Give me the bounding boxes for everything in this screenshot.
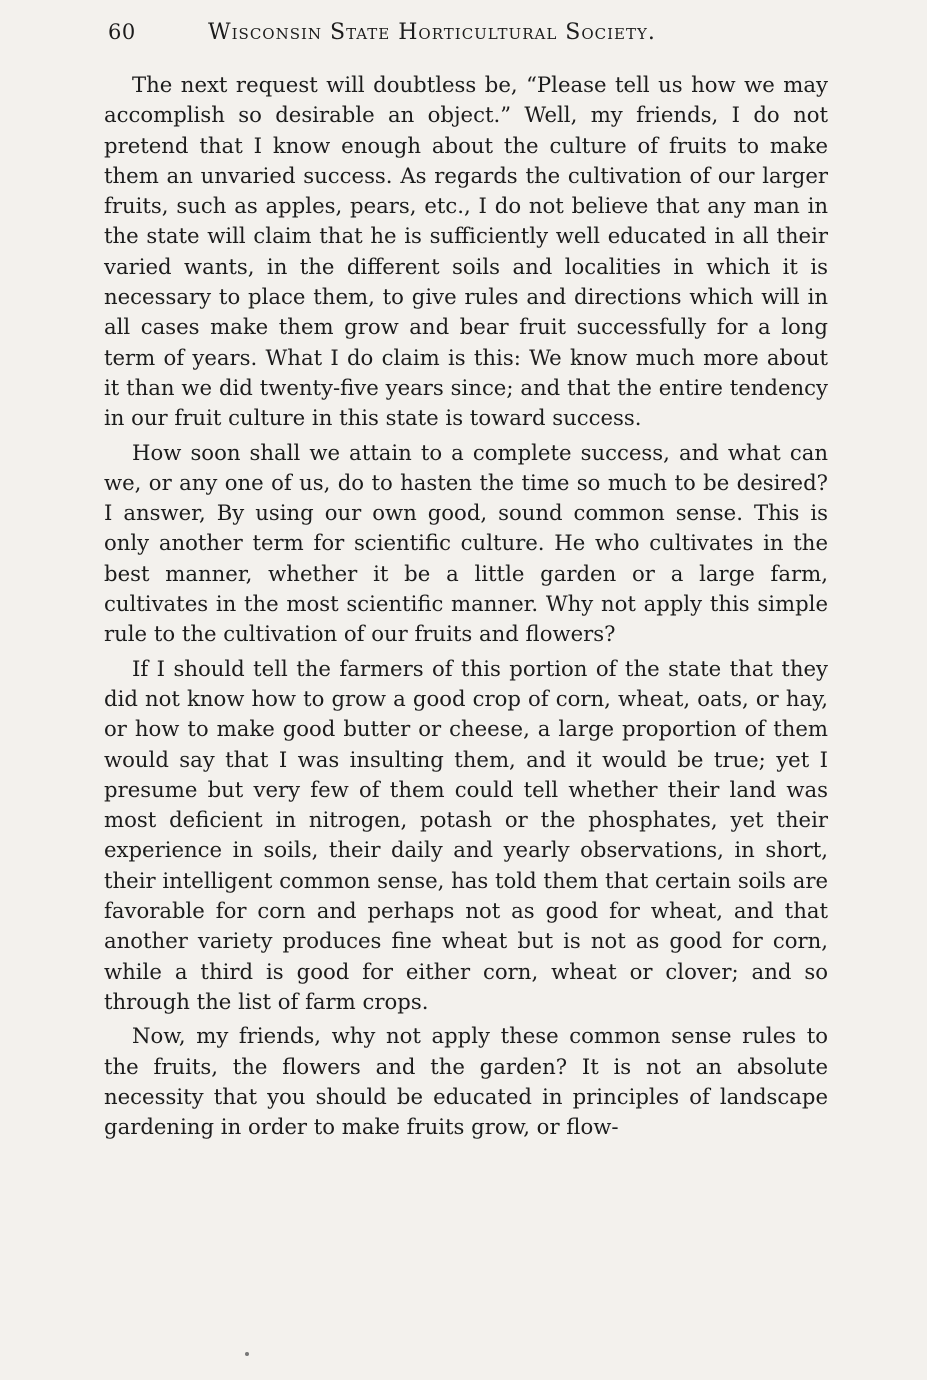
paragraph: If I should tell the farmers of this portion of the state that they did not know how to grow a good crop of corn, wheat, oats, or hay, or how to make good butter or cheese, a large proportion of them would say that I was insulting them, and it would be true; yet I presume but very few of them could tell whether their land was most deficient in nitrogen, potash or the phosphates, yet their experience in soils, their daily and yearly observations, in short, their intelligent common sense, has told them that certain soils are favorable for corn and perhaps not as good for wheat, and that another variety produces fine wheat but is not as good for corn, while a third is good for either corn, wheat or clover; and so through the list of farm crops. <box>104 655 828 1014</box>
paragraph: How soon shall we attain to a complete success, and what can we, or any one of us, do to hasten the time so much to be desired? I answer, By using our own good, sound common sense. This is only another term for scientific culture. He who cultivates in the best manner, whether it be a little garden or a large farm, cultivates in the most scientific manner. Why not apply this simple rule to the cultivation of our fruits and flowers? <box>104 439 828 647</box>
page-header <box>108 20 828 56</box>
paragraph: Now, my friends, why not apply these common sense rules to the fruits, the flowers and the garden? It is not an absolute necessity that you should be educated in principles of landscape gardening in order to make fruits grow, or flow- <box>104 1023 828 1140</box>
print-speck <box>245 1352 249 1356</box>
page-number: 60 <box>108 20 136 44</box>
body-text <box>104 70 828 1142</box>
running-title: Wisconsin State Horticultural Society. <box>208 20 656 45</box>
paragraph: The next request will doubtless be, “Please tell us how we may accomplish so desirable an object.” Well, my friends, I do not pretend that I know enough about the culture of fruits to make them an unvaried success. As regards the cultivation of our larger fruits, such as apples, pears, etc., I do not believe that any man in the state will claim that he is sufficiently well educated in all their varied wants, in the different soils and localities in which it is necessary to place them, to give rules and directions which will in all cases make them grow and bear fruit successfully for a long term of years. What I do claim is this: We know much more about it than we did twenty-five years since; and that the entire tendency in our fruit culture in this state is toward success. <box>104 72 828 431</box>
